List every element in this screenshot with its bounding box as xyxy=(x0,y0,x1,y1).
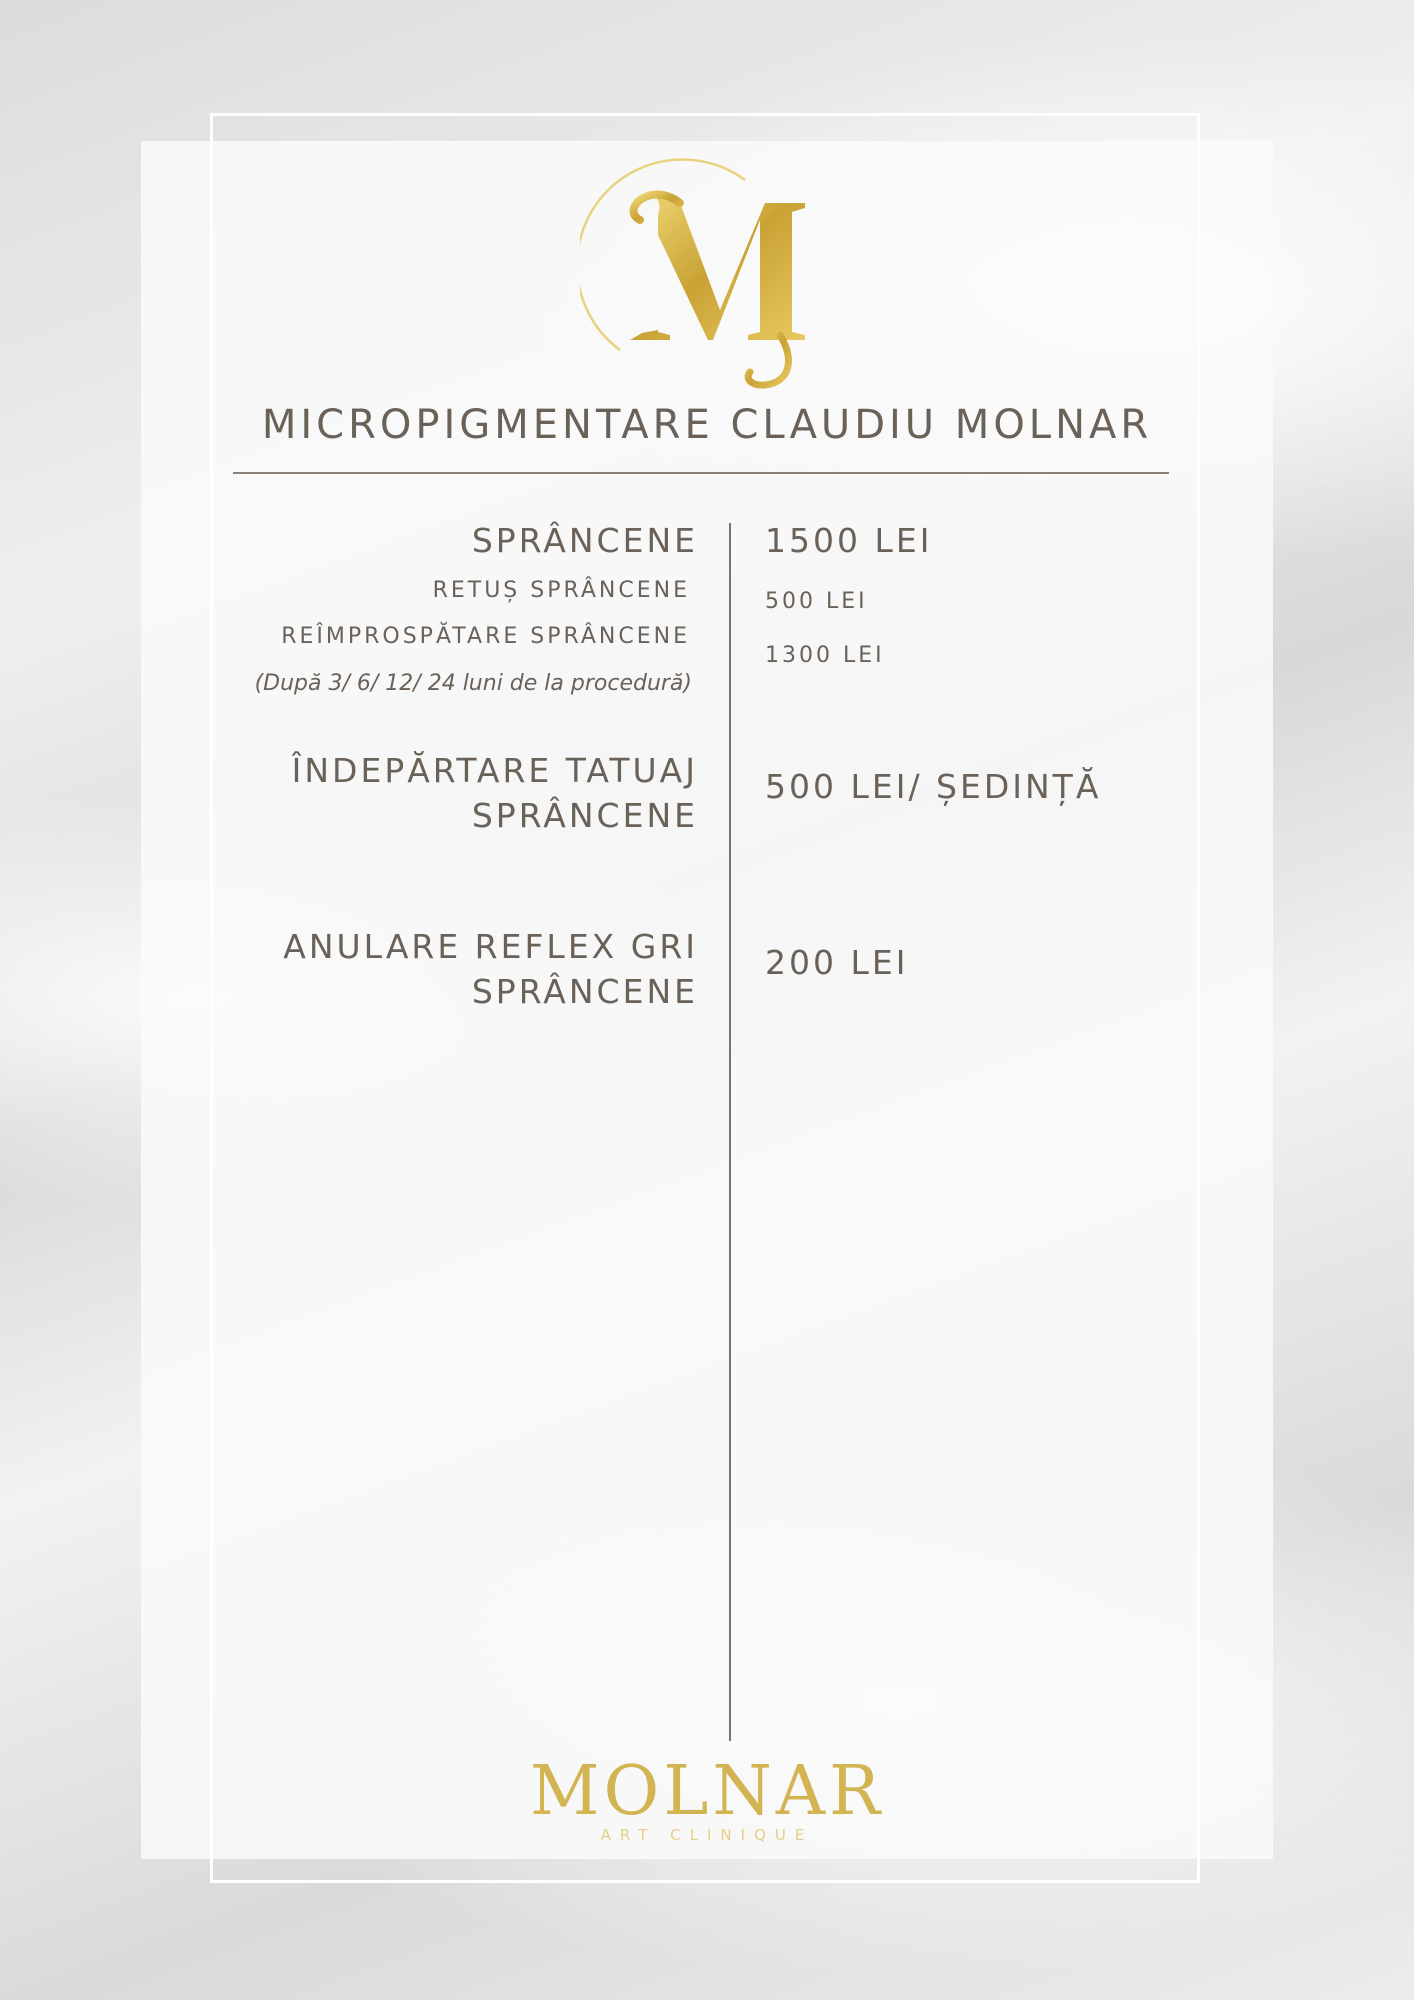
subitem-price: 1300 LEI xyxy=(765,643,885,668)
service-name-line: ANULARE REFLEX GRI xyxy=(283,927,698,966)
service-note: (După 3/ 6/ 12/ 24 luni de la procedură) xyxy=(254,671,692,696)
subitem-name: RETUȘ SPRÂNCENE xyxy=(432,578,690,603)
brand-logo-text: MOLNAR xyxy=(529,1752,885,1831)
service-name: SPRÂNCENE xyxy=(471,521,698,560)
service-price: 500 LEI/ ȘEDINȚĂ xyxy=(765,767,1102,806)
service-name-line: SPRÂNCENE xyxy=(471,796,698,835)
title-underline xyxy=(233,472,1169,474)
service-name-line: SPRÂNCENE xyxy=(471,972,698,1011)
m-monogram-logo-icon xyxy=(580,150,840,390)
brand-subtitle: ART CLINIQUE xyxy=(600,1826,814,1844)
subitem-price: 500 LEI xyxy=(765,589,868,614)
column-divider xyxy=(729,523,731,1741)
service-price: 1500 LEI xyxy=(765,521,933,560)
page-title: MICROPIGMENTARE CLAUDIU MOLNAR xyxy=(261,402,1153,448)
subitem-name: REÎMPROSPĂTARE SPRÂNCENE xyxy=(281,624,690,649)
service-name-line: ÎNDEPĂRTARE TATUAJ xyxy=(291,751,698,790)
service-price: 200 LEI xyxy=(765,943,909,982)
